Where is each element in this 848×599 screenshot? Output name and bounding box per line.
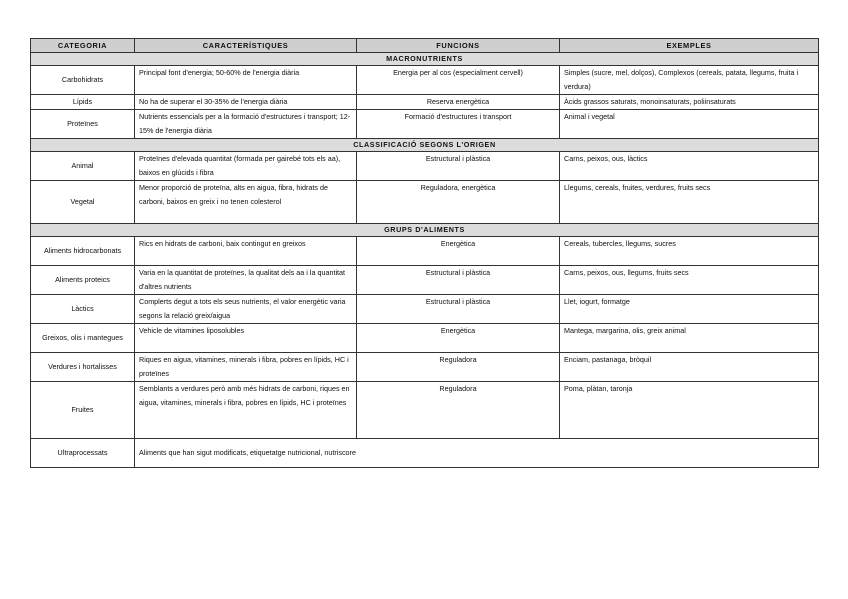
characteristics-cell: Complerts degut a tots els seus nutrients, el valor energètic varia segons la relació greix/aigua: [135, 295, 357, 324]
characteristics-cell: Proteïnes d'elevada quantitat (formada per gairebé tots els aa), baixos en glúcids i fibra: [135, 152, 357, 181]
table-row: [31, 266, 819, 295]
category-cell: Ultraprocessats: [31, 439, 135, 468]
table-row: [31, 66, 819, 95]
table-row: [31, 181, 819, 224]
functions-cell: Reserva energètica: [357, 95, 560, 110]
characteristics-cell: Rics en hidrats de carboni, baix contingut en greixos: [135, 237, 357, 266]
table-row: [31, 382, 819, 439]
characteristics-cell: Principal font d'energia; 50-60% de l'energia diària: [135, 66, 357, 95]
examples-cell: Animal i vegetal: [560, 110, 819, 139]
functions-cell: Energètica: [357, 324, 560, 353]
section-row: [31, 53, 819, 66]
examples-cell: Àcids grassos saturats, monoinsaturats, poliinsaturats: [560, 95, 819, 110]
header-caracteristiques: CARACTERÍSTIQUES: [135, 39, 357, 53]
table-row: [31, 295, 819, 324]
functions-cell: Estructural i plàstica: [357, 266, 560, 295]
category-cell: Vegetal: [31, 181, 135, 224]
characteristics-cell: Semblants a verdures però amb més hidrats de carboni, riques en aigua, vitamines, minerals i fibra, pobres en lípids, HC i proteïnes: [135, 382, 357, 439]
examples-cell: Carns, peixos, ous, làctics: [560, 152, 819, 181]
functions-cell: Reguladora, energètica: [357, 181, 560, 224]
category-cell: Aliments proteics: [31, 266, 135, 295]
header-funcions: FUNCIONS: [357, 39, 560, 53]
functions-cell: Energia per al cos (especialment cervell): [357, 66, 560, 95]
table-row: [31, 353, 819, 382]
section-title: GRUPS D'ALIMENTS: [31, 224, 819, 237]
characteristics-cell: Riques en aigua, vitamines, minerals i fibra, pobres en lípids, HC i proteïnes: [135, 353, 357, 382]
category-cell: Verdures i hortalisses: [31, 353, 135, 382]
header-exemples: EXEMPLES: [560, 39, 819, 53]
section-title: CLASSIFICACIÓ SEGONS L'ORIGEN: [31, 139, 819, 152]
table-row: [31, 439, 819, 468]
header-row: [31, 39, 819, 53]
category-cell: Greixos, olis i mantegues: [31, 324, 135, 353]
examples-cell: Llet, iogurt, formatge: [560, 295, 819, 324]
functions-cell: Reguladora: [357, 382, 560, 439]
category-cell: Lípids: [31, 95, 135, 110]
table-row: [31, 237, 819, 266]
functions-cell: Estructural i plàstica: [357, 295, 560, 324]
section-row: [31, 224, 819, 237]
characteristics-cell: Vehicle de vitamines liposolubles: [135, 324, 357, 353]
characteristics-cell: Menor proporció de proteïna, alts en aigua, fibra, hidrats de carboni, baixos en greix i no tenen colesterol: [135, 181, 357, 224]
examples-cell: Poma, plàtan, taronja: [560, 382, 819, 439]
examples-cell: Enciam, pastanaga, bròquil: [560, 353, 819, 382]
section-title: MACRONUTRIENTS: [31, 53, 819, 66]
category-cell: Aliments hidrocarbonats: [31, 237, 135, 266]
table-row: [31, 152, 819, 181]
characteristics-cell: No ha de superar el 30-35% de l'energia diària: [135, 95, 357, 110]
functions-cell: Reguladora: [357, 353, 560, 382]
functions-cell: Formació d'estructures i transport: [357, 110, 560, 139]
category-cell: Animal: [31, 152, 135, 181]
table-row: [31, 95, 819, 110]
functions-cell: Energètica: [357, 237, 560, 266]
examples-cell: Simples (sucre, mel, dolços), Complexos (cereals, patata, llegums, fruita i verdura): [560, 66, 819, 95]
table-row: [31, 324, 819, 353]
header-categoria: CATEGORIA: [31, 39, 135, 53]
functions-cell: Estructural i plàstica: [357, 152, 560, 181]
examples-cell: Llegums, cereals, fruites, verdures, fruits secs: [560, 181, 819, 224]
examples-cell: Carns, peixos, ous, llegums, fruits secs: [560, 266, 819, 295]
section-row: [31, 139, 819, 152]
table-row: [31, 110, 819, 139]
examples-cell: Cereals, tubercles, llegums, sucres: [560, 237, 819, 266]
characteristics-cell: Aliments que han sigut modificats, etiquetatge nutricional, nutriscore: [135, 439, 819, 468]
nutrition-table: [30, 38, 819, 468]
category-cell: Carbohidrats: [31, 66, 135, 95]
category-cell: Làctics: [31, 295, 135, 324]
category-cell: Proteïnes: [31, 110, 135, 139]
category-cell: Fruites: [31, 382, 135, 439]
examples-cell: Mantega, margarina, olis, greix animal: [560, 324, 819, 353]
characteristics-cell: Varia en la quantitat de proteïnes, la qualitat dels aa i la quantitat d'altres nutrients: [135, 266, 357, 295]
characteristics-cell: Nutrients essencials per a la formació d'estructures i transport; 12-15% de l'energia diària: [135, 110, 357, 139]
